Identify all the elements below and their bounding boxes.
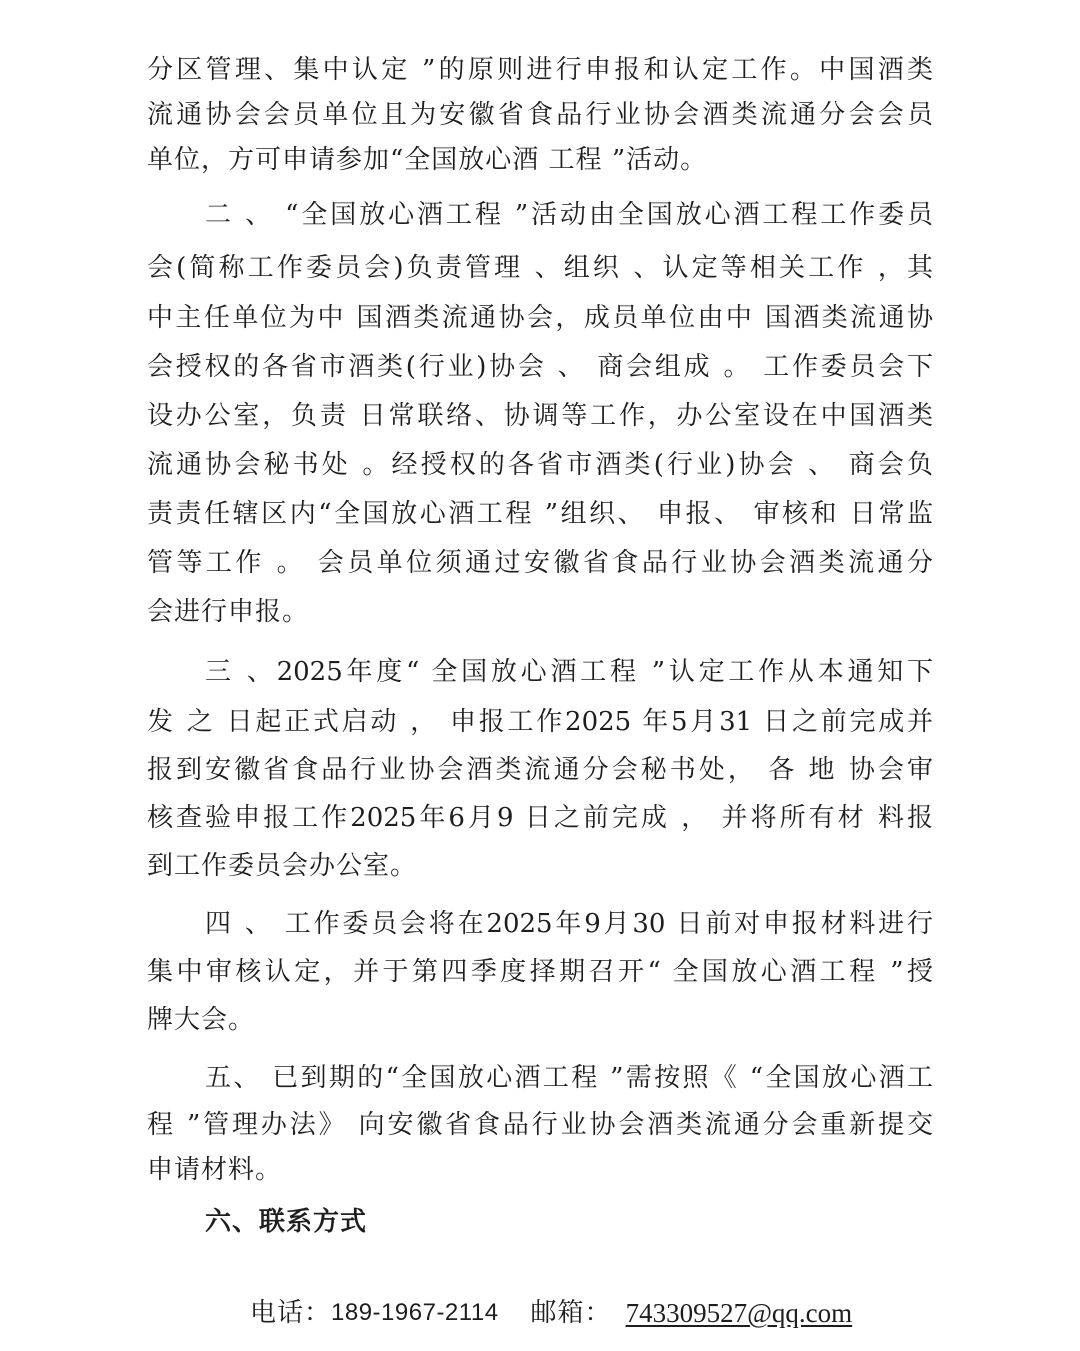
paragraph-2-line-6: 流通协会秘书处 。经授权的各省市酒类(行业)协会 、 商会负 — [147, 450, 933, 480]
paragraph-1-line-2: 流通协会会员单位且为安徽省食品行业协会酒类流通分会会员 — [147, 100, 933, 130]
paragraph-3-line-2: 发 之 日起正式启动 ， 申报工作2025 年5月31 日之前完成并 — [147, 707, 933, 737]
paragraph-2-line-4: 会授权的各省市酒类(行业)协会 、 商会组成 。 工作委员会下 — [147, 352, 933, 382]
paragraph-3-line-3: 报到安徽省食品行业协会酒类流通分会秘书处， 各 地 协会审 — [147, 755, 933, 785]
paragraph-1-line-1: 分区管理、集中认定 ”的原则进行申报和认定工作。中国酒类 — [147, 55, 933, 85]
phone-label: 电话： — [250, 1298, 332, 1328]
paragraph-5-line-3: 申请材料。 — [147, 1155, 283, 1185]
paragraph-2-line-9: 会进行申报。 — [147, 597, 310, 627]
phone-number: 189-1967-2114 — [331, 1299, 499, 1326]
contact-line — [250, 1295, 852, 1331]
paragraph-2-line-3: 中主任单位为中 国酒类流通协会，成员单位由中 国酒类流通协 — [147, 303, 933, 333]
section-heading-contact: 六、联系方式 — [205, 1207, 368, 1237]
paragraph-5-line-2: 程 ”管理办法》 向安徽省食品行业协会酒类流通分会重新提交 — [147, 1110, 933, 1140]
paragraph-3-line-5: 到工作委员会办公室。 — [147, 851, 418, 881]
paragraph-3-line-1: 三 、2025年度“ 全国放心酒工程 ”认定工作从本通知下 — [205, 657, 933, 687]
email-label: 邮箱： — [530, 1298, 612, 1328]
paragraph-2-line-1: 二 、 “全国放心酒工程 ”活动由全国放心酒工程工作委员 — [205, 200, 933, 230]
paragraph-1-line-3: 单位，方可申请参加“全国放心酒 工程 ”活动。 — [147, 145, 708, 175]
paragraph-4-line-1: 四 、 工作委员会将在2025年9月30 日前对申报材料进行 — [205, 909, 933, 939]
paragraph-5-line-1: 五、 已到期的“全国放心酒工程 ”需按照《 “全国放心酒工 — [205, 1063, 933, 1093]
paragraph-2-line-7: 责责任辖区内“全国放心酒工程 ”组织、 申报、 审核和 日常监 — [147, 499, 933, 529]
paragraph-4-line-3: 牌大会。 — [147, 1005, 256, 1035]
paragraph-2-line-8: 管等工作 。 会员单位须通过安徽省食品行业协会酒类流通分 — [147, 548, 933, 578]
paragraph-2-line-2: 会(简称工作委员会)负责管理 、组织 、认定等相关工作 ，其 — [147, 253, 933, 283]
paragraph-4-line-2: 集中审核认定，并于第四季度择期召开“ 全国放心酒工程 ”授 — [147, 957, 933, 987]
paragraph-3-line-4: 核查验申报工作2025年6月9 日之前完成 ， 并将所有材 料报 — [147, 803, 933, 833]
paragraph-2-line-5: 设办公室，负责 日常联络、协调等工作，办公室设在中国酒类 — [147, 401, 933, 431]
email-link[interactable]: 743309527@qq.com — [625, 1298, 853, 1328]
